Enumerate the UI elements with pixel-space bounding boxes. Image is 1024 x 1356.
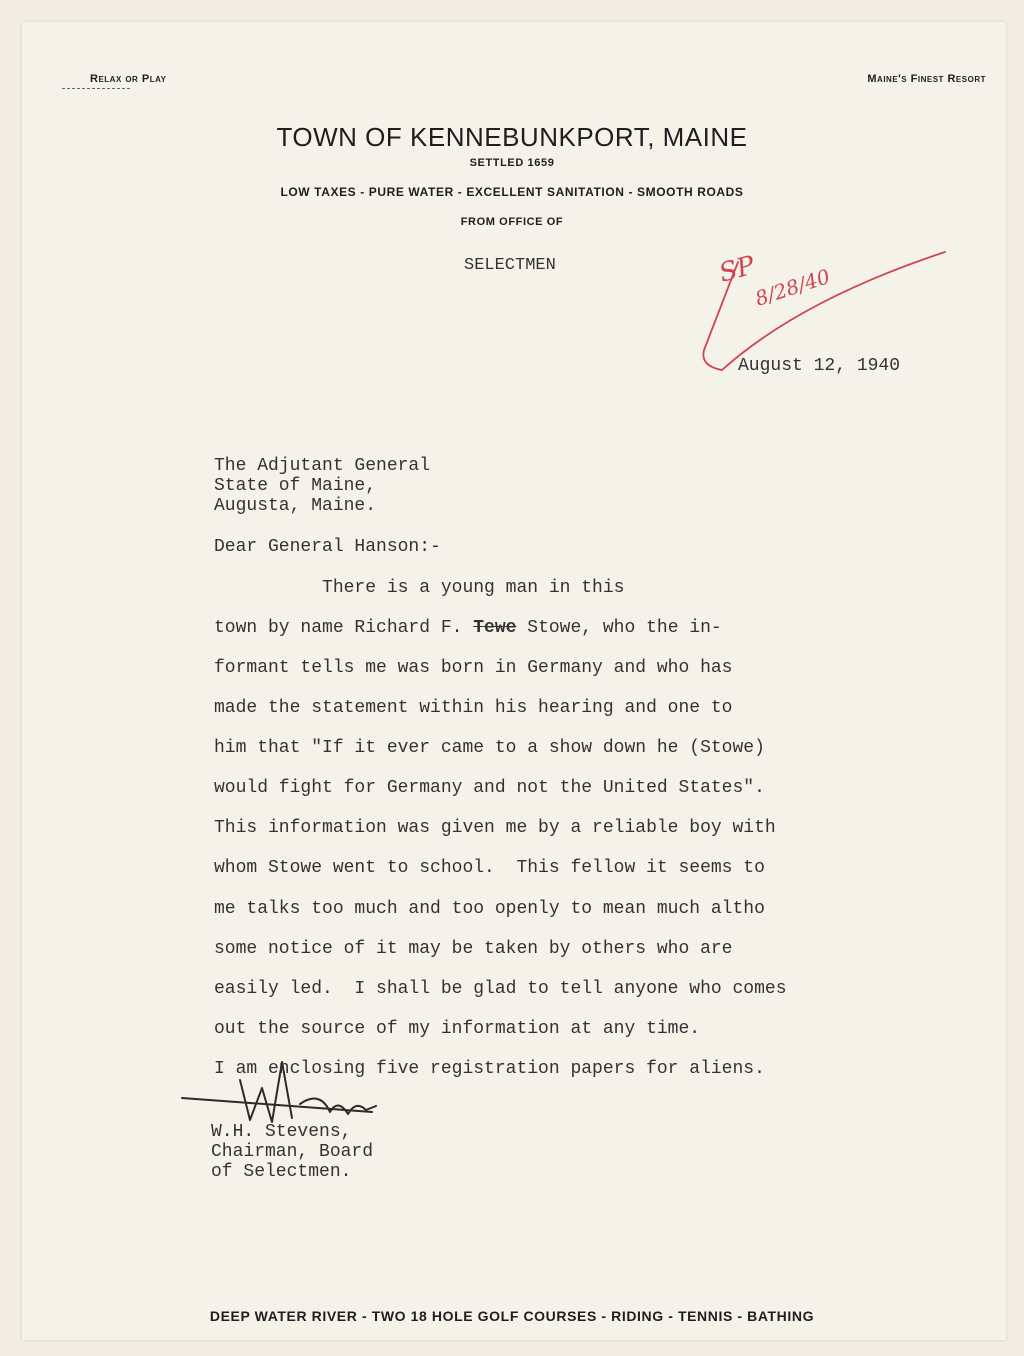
signature-line: of Selectmen. bbox=[211, 1162, 352, 1182]
letterhead-title: TOWN OF KENNEBUNKPORT, MAINE bbox=[276, 122, 748, 152]
body-text: town by name Richard F. bbox=[214, 618, 474, 638]
body-line: This information was given me by a reliable boy with bbox=[214, 818, 776, 838]
body-line: easily led. I shall be glad to tell anyone who comes bbox=[214, 979, 787, 999]
letterhead-settled: SETTLED 1659 bbox=[469, 157, 555, 169]
tagline-left: Relax or Play bbox=[90, 73, 167, 85]
letterhead-from-office: FROM OFFICE OF bbox=[460, 216, 564, 228]
body-line: made the statement within his hearing and one to bbox=[214, 698, 733, 718]
annotation-initials: SP bbox=[716, 250, 758, 289]
body-line: whom Stowe went to school. This fellow it seems to bbox=[214, 858, 765, 878]
signature-stroke bbox=[182, 1062, 376, 1122]
signature-line: Chairman, Board bbox=[211, 1142, 374, 1162]
address-line: Augusta, Maine. bbox=[214, 496, 377, 516]
struck-out-text: Tewe bbox=[473, 618, 517, 638]
signature-line: W.H. Stevens, bbox=[211, 1122, 352, 1142]
body-line: out the source of my information at any time. bbox=[214, 1019, 701, 1039]
letter-date: August 12, 1940 bbox=[738, 356, 901, 376]
annotation-date: 8/28/40 bbox=[752, 264, 833, 311]
letterhead-department: SELECTMEN bbox=[464, 256, 556, 275]
body-line: him that "If it ever came to a show down he (Stowe) bbox=[214, 738, 765, 758]
body-line: some notice of it may be taken by others who are bbox=[214, 939, 733, 959]
salutation: Dear General Hanson:- bbox=[214, 537, 441, 557]
address-line: State of Maine, bbox=[214, 476, 377, 496]
tagline-right: Maine's Finest Resort bbox=[867, 73, 986, 85]
body-line: There is a young man in this bbox=[214, 578, 625, 598]
address-line: The Adjutant General bbox=[214, 456, 431, 476]
letterhead-footer: DEEP WATER RIVER - TWO 18 HOLE GOLF COURSES - RIDING - TENNIS - BATHING bbox=[209, 1308, 815, 1324]
body-text: Stowe, who the in- bbox=[516, 618, 722, 638]
signature-block bbox=[211, 1122, 373, 1182]
letterhead-features: LOW TAXES - PURE WATER - EXCELLENT SANITATION - SMOOTH ROADS bbox=[280, 185, 744, 199]
body-line: I am enclosing five registration papers for aliens. bbox=[214, 1059, 765, 1079]
body-line: me talks too much and too openly to mean much altho bbox=[214, 899, 765, 919]
body-line: formant tells me was born in Germany and who has bbox=[214, 658, 733, 678]
body-line: would fight for Germany and not the United States". bbox=[214, 778, 765, 798]
